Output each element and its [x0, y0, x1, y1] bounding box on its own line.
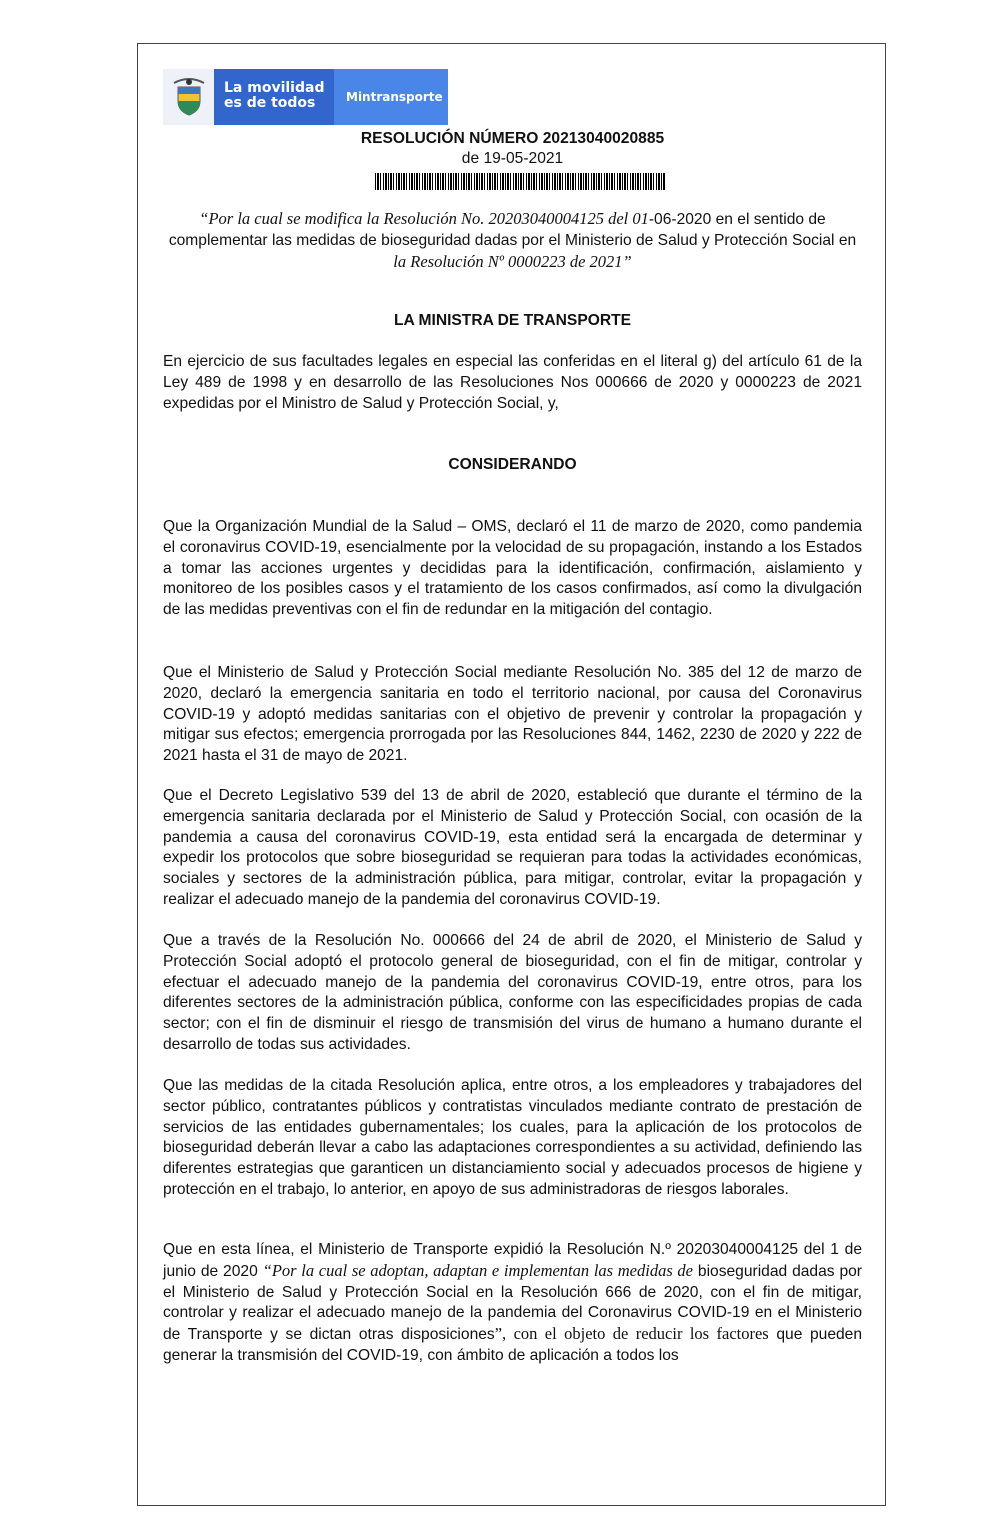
paragraph-6-part-c: bioseguridad dadas por el Ministerio de Salud y Protección Social en la Resolución 666 de 2020, con el fin de mitigar, controlar y realizar el adecuado manejo de la pandemia del Coronavirus COVID-19 en el Ministerio de Transporte y se dictan otras disposiciones — [163, 1262, 862, 1344]
resolution-date: de 19-05-2021 — [461, 150, 564, 167]
paragraph-1: Que la Organización Mundial de la Salud – OMS, declaró el 11 de marzo de 2020, como pandemia el coronavirus COVID-19, esencialmente por la velocidad de su propagación, instando a los Estados a tomar las acciones urgentes y decididas para la identificación, confirmación, aislamiento y monitoreo de los posibles casos y el tratamiento de los casos confirmados, así como la divulgación de las medidas preventivas con el fin de redundar en la mitigación del contagio. — [163, 518, 862, 619]
paragraph-6 — [163, 1240, 862, 1367]
subject-part-1: “Por la cual se modifica la Resolución No. 20203040004125 del 01 — [199, 209, 649, 228]
considerando-heading: CONSIDERANDO — [448, 456, 577, 473]
document-page — [137, 43, 886, 1506]
paragraph-2: Que el Ministerio de Salud y Protección Social mediante Resolución No. 385 del 12 de marzo de 2020, declaró la emergencia sanitaria en todo el territorio nacional, por causa del Coronavirus COVID-19 y adoptó medidas sanitarias con el objetivo de prevenir y controlar la propagación y mitigar sus efectos; emergencia prorrogada por las Resoluciones 844, 1462, 2230 de 2020 y 222 de 2021 hasta el 31 de mayo de 2021. — [163, 664, 862, 765]
slogan-line-1: La movilidad — [224, 80, 325, 96]
brand-name: Mintransporte — [346, 90, 443, 104]
resolution-subject — [163, 208, 862, 273]
preamble-paragraph: En ejercicio de sus facultades legales en especial las conferidas en el literal g) del artículo 61 de la Ley 489 de 1998 y en desarrollo de las Resoluciones Nos 000666 de 2020 y 0000223 de 2021 expedidas por el Ministro de Salud y Protección Social, y, — [163, 353, 862, 412]
paragraph-6-part-b: “Por la cual se adoptan, adaptan e implementan las medidas de — [262, 1260, 694, 1280]
coat-of-arms-icon — [163, 69, 214, 125]
authority-heading: LA MINISTRA DE TRANSPORTE — [393, 312, 632, 329]
brand-block — [334, 69, 448, 125]
paragraph-6-part-d: ”, con el objeto de reducir los factores — [494, 1324, 769, 1344]
paragraph-4: Que a través de la Resolución No. 000666 del 24 de abril de 2020, el Ministerio de Salud y Protección Social adoptó el protocolo general de bioseguridad, con el fin de mitigar, controlar y efectuar el adecuado manejo de la pandemia del coronavirus COVID-19, entre otros, para los diferentes sectores de la administración pública, conforme con las especificidades propias de cada sector; con el fin de disminuir el riesgo de transmisión del virus de humano a humano durante el desarrollo de todas sus actividades. — [163, 932, 862, 1053]
paragraph-6-part-a: Que en esta línea, el Ministerio de Transporte expidió la Resolución N.º 20203040004125 del 1 de junio de 2020 — [163, 1241, 862, 1280]
paragraph-3: Que el Decreto Legislativo 539 del 13 de abril de 2020, estableció que durante el término de la emergencia sanitaria declarada por el Ministerio de Salud y Protección Social, con ocasión de la pandemia a causa del coronavirus COVID-19, esta entidad será la encargada de determinar y expedir los protocolos que sobre bioseguridad se requieran para todas la actividades económicas, sociales y sectores de la administración pública, para mitigar, controlar, evitar la propagación y realizar el adecuado manejo de la pandemia del coronavirus COVID-19. — [163, 787, 862, 908]
paragraph-5: Que las medidas de la citada Resolución aplica, entre otros, a los empleadores y trabajadores del sector público, contratantes públicos y contratistas vinculados mediante contrato de prestación de servicios de las entidades gubernamentales; los cuales, para la aplicación de los protocolos de bioseguridad deberán llevar a cabo las adaptaciones correspondientes a su actividad, definiendo las diferentes estrategias que garanticen un distanciamiento social y adecuados procesos de higiene y protección en el trabajo, lo anterior, en apoyo de sus administradoras de riesgos laborales. — [163, 1077, 862, 1198]
slogan-block — [214, 69, 334, 125]
ministry-logo — [163, 69, 448, 125]
subject-part-2: -06-2020 en el sentido de complementar las medidas de bioseguridad dadas por el Ministerio de Salud y Protección Social en — [168, 211, 857, 249]
barcode — [375, 173, 665, 190]
resolution-number: RESOLUCIÓN NÚMERO 20213040020885 — [360, 130, 665, 147]
slogan-line-2: es de todos — [224, 95, 316, 111]
paragraph-6-part-e: que pueden generar la transmisión del COVID-19, con ámbito de aplicación a todos los — [163, 1326, 863, 1364]
subject-part-3: la Resolución Nº 0000223 de 2021” — [393, 252, 632, 271]
